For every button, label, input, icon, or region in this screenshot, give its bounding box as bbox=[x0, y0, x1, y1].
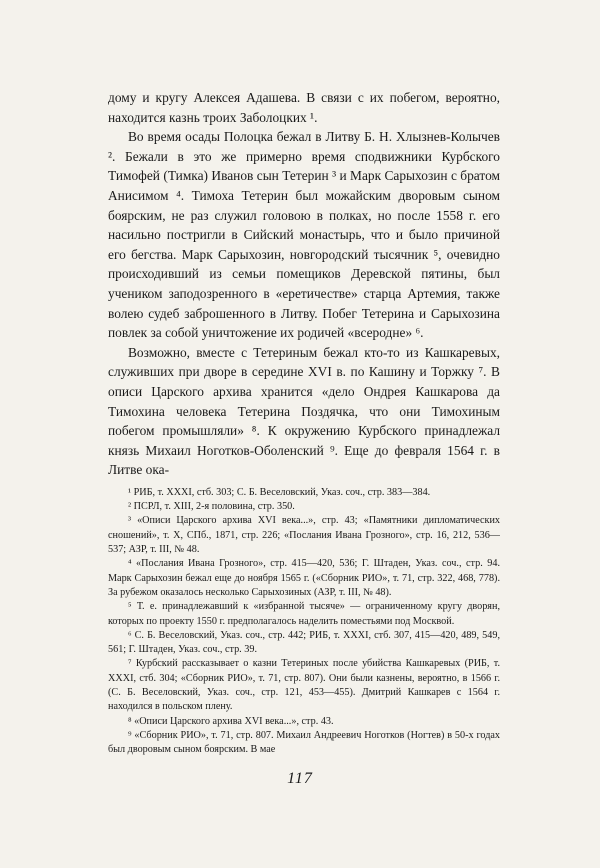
paragraph: дому и кругу Алексея Адашева. В связи с их побегом, вероятно, находится казнь троих Заболоцких ¹. bbox=[108, 90, 500, 125]
footnote: ⁴ «Послания Ивана Грозного», стр. 415—420, 536; Г. Штаден, Указ. соч., стр. 94. Марк Сарыхозин бежал еще до ноября 1565 г. («Сборник РИО», т. 71, стр. 322, 468, 778). За рубежом оказалось несколько Сарыхозиных (АЗР, т. III, № 48). bbox=[108, 558, 500, 598]
footnote: ² ПСРЛ, т. XIII, 2-я половина, стр. 350. bbox=[128, 501, 295, 513]
footnotes bbox=[108, 486, 500, 758]
main-text bbox=[108, 88, 500, 480]
page-body bbox=[108, 88, 500, 758]
footnote: ³ «Описи Царского архива XVI века...», стр. 43; «Памятники дипломатических сношений», т. X, СПб., 1871, стр. 226; «Послания Ивана Грозного», стр. 16, 212, 536—537; АЗР, т. III, № 48. bbox=[108, 515, 500, 556]
footnote: ⁵ Т. е. принадлежавший к «избранной тысяче» — ограниченному кругу дворян, которых по проекту 1550 г. предполагалось наделить поместьями под Москвой. bbox=[108, 601, 500, 627]
footnote: ⁸ «Описи Царского архива XVI века...», стр. 43. bbox=[128, 715, 334, 727]
footnote: ⁶ С. Б. Веселовский, Указ. соч., стр. 442; РИБ, т. XXXI, стб. 307, 415—420, 489, 549, 561; Г. Штаден, Указ. соч., стр. 39. bbox=[108, 629, 500, 656]
footnote: ⁷ Курбский рассказывает о казни Тетериных после убийства Кашкаревых (РИБ, т. XXXI, стб. 304; «Сборник РИО», т. 71, стр. 807). Они были казнены, вероятно, в 1566 г. (С. Б. Веселовский, Указ. соч., стр. 121, 453—455). Дмитрий Кашкарев с 1564 г. находился в польском плену. bbox=[108, 658, 500, 713]
paragraph: Во время осады Полоцка бежал в Литву Б. Н. Хлызнев-Колычев ². Бежали в это же примерно время сподвижники Курбского Тимофей (Тимка) Иванов сын Тетерин ³ и Марк Сарыхозин с братом Анисимом ⁴. Тимоха Тетерин был можайским дворовым сыном боярским, не раз служил головою в полках, но после 1558 г. его насильно постригли в Сийский монастырь, что и было причиной его бегства. Марк Сарыхозин, новгородский тысячник ⁵, очевидно происходивший из семьи помещиков Деревской пятины, был учеником заподозренного в «еретичестве» старца Артемия, также волею судеб заброшенного в Литву. Побег Тетерина и Сарыхозина повлек за собой уничтожение их родичей «всеродне» ⁶. bbox=[108, 129, 500, 341]
page-number: 117 bbox=[287, 770, 313, 787]
footnote: ¹ РИБ, т. XXXI, стб. 303; С. Б. Веселовский, Указ. соч., стр. 383—384. bbox=[128, 486, 431, 498]
footnote: ⁹ «Сборник РИО», т. 71, стр. 807. Михаил Андреевич Ноготков (Ногтев) в 50-х годах был дворовым сыном боярским. В мае bbox=[108, 729, 500, 756]
paragraph: Возможно, вместе с Тетериным бежал кто-то из Кашкаревых, служивших при дворе в середине XVI в. по Кашину и Торжку ⁷. В описи Царского архива хранится «дело Ондрея Кашкарова да Тимохина человека Тетерина Поздячка, что они Тимохиным побегом промышляли» ⁸. К окружению Курбского принадлежал князь Михаил Ноготков-Оболенский ⁹. Еще до февраля 1564 г. в Литве ока- bbox=[108, 344, 500, 478]
